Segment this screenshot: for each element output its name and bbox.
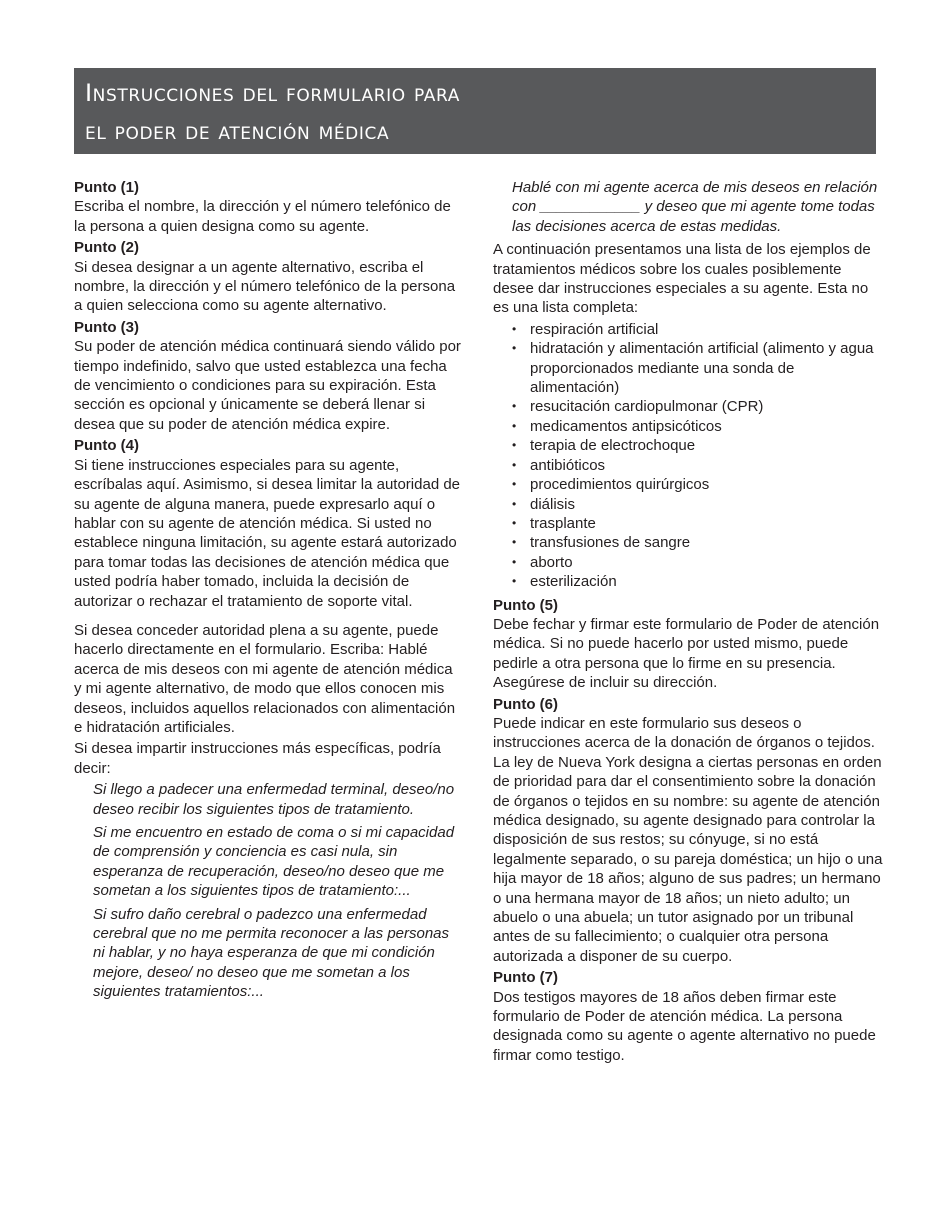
punto-5-section xyxy=(493,596,883,693)
treatment-label: trasplante xyxy=(530,514,596,532)
punto-4-specific-intro: Si desea impartir instrucciones más específicas, podría decir: xyxy=(74,740,441,777)
treatment-label: diálisis xyxy=(530,495,576,513)
punto-7-text: Dos testigos mayores de 18 años deben firmar este formulario de Poder de atención médica. La persona designada como su agente o agente alternativo no puede firmar como testigo. xyxy=(493,988,876,1064)
example-instruction: Si me encuentro en estado de coma o si mi capacidad de comprensión y conciencia es casi nula, sin esperanza de recuperación, deseo/no deseo que me sometan a los siguientes tipos de tratamiento:... xyxy=(93,824,455,900)
punto-6-heading: Punto (6) xyxy=(493,695,558,713)
treatment-list-item xyxy=(493,339,883,397)
bullet-icon: • xyxy=(512,438,517,453)
bullet-icon: • xyxy=(512,321,517,336)
treatment-label: procedimientos quirúrgicos xyxy=(530,476,710,494)
example-instruction: Si llego a padecer una enfermedad terminal, deseo/no deseo recibir los siguientes tipos de tratamiento. xyxy=(93,781,455,818)
treatment-label: antibióticos xyxy=(530,456,606,474)
page-title-line-1: Instrucciones del formulario para xyxy=(85,79,460,107)
punto-5-text: Debe fechar y firmar este formulario de Poder de atención médica. Si no puede hacerlo por usted mismo, puede pedirle a otra persona que lo firme en su presencia. Asegúrese de incluir su dirección. xyxy=(493,615,880,692)
treatment-label: hidratación y alimentación artificial (alimento y agua proporcionados mediante una sonda de alimentación) xyxy=(530,340,874,397)
treatment-list-item xyxy=(493,397,883,416)
treatment-list-item xyxy=(493,553,883,572)
punto-4-section xyxy=(74,436,462,1001)
punto-4-full-authority-text: Si desea conceder autoridad plena a su agente, puede hacerlo directamente en el formulario. Escriba: Hablé acerca de mis deseos con mi agente de atención médica y mi agente alternativo, de modo que ellos conocen mis deseos, incluidos aquellos relacionados con alimentación e hidratación artificiales. xyxy=(74,621,456,736)
bullet-icon: • xyxy=(512,496,517,511)
punto-3-section xyxy=(74,318,462,434)
bullet-icon: • xyxy=(512,574,517,589)
treatment-label: aborto xyxy=(530,553,573,571)
bullet-icon: • xyxy=(512,399,517,414)
bullet-icon: • xyxy=(512,515,517,530)
treatment-list-item xyxy=(493,475,883,494)
treatment-label: transfusiones de sangre xyxy=(530,534,691,552)
punto-2-section xyxy=(74,238,462,316)
punto-7-heading: Punto (7) xyxy=(493,969,558,987)
punto-7-section xyxy=(493,968,883,1065)
treatment-list-item xyxy=(493,417,883,436)
treatment-list-item xyxy=(493,514,883,533)
treatment-label: resucitación cardiopulmonar (CPR) xyxy=(530,398,764,416)
bullet-icon: • xyxy=(512,535,517,550)
punto-4-heading: Punto (4) xyxy=(74,437,139,455)
page-title-line-2: el poder de atención médica xyxy=(85,117,390,145)
punto-5-heading: Punto (5) xyxy=(493,596,558,614)
treatment-label: esterilización xyxy=(530,573,617,591)
treatment-label: respiración artificial xyxy=(530,320,659,338)
punto-3-heading: Punto (3) xyxy=(74,318,139,336)
example-instruction: Si sufro daño cerebral o padezco una enfermedad cerebral que no me permita reconocer a las personas ni hablar, y no haya esperanza de que mi condición mejore, deseo/ no deseo que me sometan a los siguientes tratamientos:... xyxy=(93,905,450,1001)
punto-3-text: Su poder de atención médica continuará siendo válido por tiempo indefinido, salvo que usted establezca una fecha de vencimiento o condiciones para su expiración. Esta sección es opcional y únicamente se deberá llenar si desea que su poder de atención médica expire. xyxy=(74,338,461,433)
treatment-list-item xyxy=(493,320,883,339)
treatment-list xyxy=(493,320,883,592)
punto-2-heading: Punto (2) xyxy=(74,239,139,257)
punto-6-section xyxy=(493,695,883,967)
punto-4-text: Si tiene instrucciones especiales para su agente, escríbalas aquí. Asimismo, si desea limitar la autoridad de su agente de alguna manera, puede expresarlo aquí o hablar con su agente de atención médica. Si usted no establece ninguna limitación, su agente estará autorizado para tomar todas las decisiones de atención médica que usted podría haber tomado, incluida la decisión de autorizar o rechazar el tratamiento de soporte vital. xyxy=(74,456,461,610)
bullet-icon: • xyxy=(512,477,517,492)
punto-2-text: Si desea designar a un agente alternativo, escriba el nombre, la dirección y el número telefónico de la persona a quien selecciona como su agente alternativo. xyxy=(74,258,456,315)
bullet-icon: • xyxy=(512,341,517,356)
treatment-list-item xyxy=(493,572,883,591)
treatment-list-intro: A continuación presentamos una lista de los ejemplos de tratamientos médicos sobre los cuales posiblemente desee dar instrucciones especiales a su agente. Esta no es una lista completa: xyxy=(493,241,871,317)
punto-6-text: Puede indicar en este formulario sus deseos o instrucciones acerca de la donación de órganos o tejidos. La ley de Nueva York designa a ciertas personas en orden de prioridad para dar el consentimiento sobre la donación de órganos o tejidos en su nombre: su agente de atención médica designado, su agente designado para controlar la disposición de sus restos; su cónyuge, si no está legalmente separado, o su pareja doméstica; un hijo o una hija mayor de 18 años; alguno de sus padres; un hermano o una hermana mayor de 18 años; un nieto adulto; un abuelo o una abuela; un tutor asignado por un tribunal antes de su fallecimiento; o cualquier otra persona autorizada a disponer de su cuerpo. xyxy=(493,714,883,965)
bullet-icon: • xyxy=(512,554,517,569)
punto-1-section xyxy=(74,178,462,236)
title-banner xyxy=(74,68,876,154)
bullet-icon: • xyxy=(512,418,517,433)
treatment-label: medicamentos antipsicóticos xyxy=(530,417,722,435)
bullet-icon: • xyxy=(512,457,517,472)
treatment-list-item xyxy=(493,533,883,552)
punto-1-text: Escriba el nombre, la dirección y el número telefónico de la persona a quien designa como su agente. xyxy=(74,198,451,235)
treatment-list-item xyxy=(493,456,883,475)
punto-1-heading: Punto (1) xyxy=(74,179,139,196)
treatment-list-item xyxy=(493,495,883,514)
left-column xyxy=(74,178,462,1002)
treatment-list-item xyxy=(493,436,883,455)
right-column xyxy=(493,178,883,1067)
example-instruction-continued: Hablé con mi agente acerca de mis deseos en relación con ____________ y deseo que mi agente tome todas las decisiones acerca de estas medidas. xyxy=(512,179,878,235)
treatment-label: terapia de electrochoque xyxy=(530,437,696,455)
